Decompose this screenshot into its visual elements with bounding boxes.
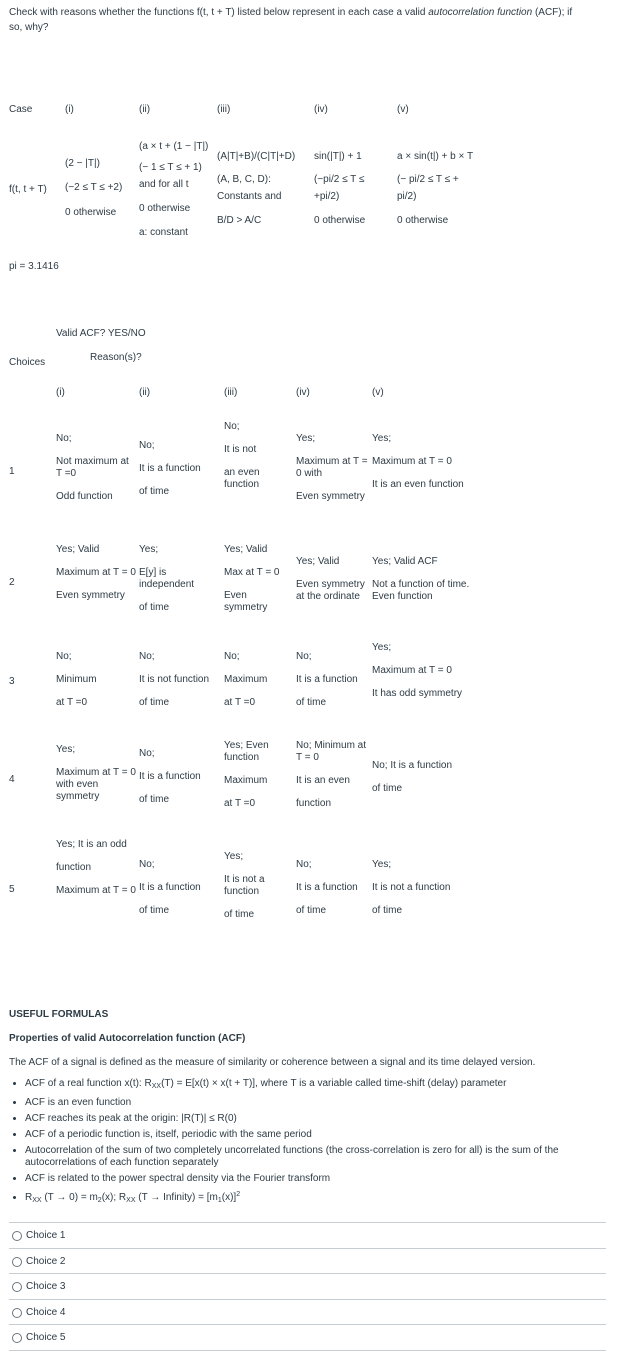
choice-1-reason-v: Yes; Maximum at T = 0 It is an even function [372,433,464,490]
list-item: • ACF reaches its peak at the origin: |R(T)| ≤ R(0) [25,1113,622,1125]
choice-col-header-ii: (ii) [139,387,151,398]
list-item: • ACF of a periodic function is, itself, periodic with the same period [25,1129,622,1141]
choice-5-reason-i: Yes; It is an odd function Maximum at T = 0 [56,839,136,896]
reasons-label: Reason(s)? [90,352,142,363]
choice-5-reason-iv: No; It is a function of time [296,859,358,916]
function-ii-line2: (− 1 ≤ T ≤ + 1) [139,162,202,173]
choice-5-reason-iii: Yes; It is not a function of time [224,851,265,920]
answer-option-label: Choice 1 [26,1230,66,1241]
question-text-line2: so, why? [9,22,49,33]
function-iv-line3: +pi/2) [314,191,340,202]
choice-4-reason-i: Yes; Maximum at T = 0 with even symmetry [56,744,136,802]
function-iv-line1: sin(|T|) + 1 [314,151,362,162]
choice-2-reason-iv: Yes; Valid Even symmetry at the ordinate [296,556,365,602]
choice-row-number: 1 [9,466,15,477]
function-ii-line5: a: constant [139,227,188,238]
choice-2-reason-v: Yes; Valid ACF Not a function of time. Even function [372,556,470,602]
choice-4-reason-ii: No; It is a function of time [139,748,201,805]
answer-option-3[interactable] [9,1273,606,1299]
valid-acf-label: Valid ACF? YES/NO [56,328,146,339]
useful-formulas-heading: USEFUL FORMULAS [9,1009,109,1020]
choice-1-reason-ii: No; It is a function of time [139,440,201,497]
list-item: • ACF of a real function x(t): $R_{XX}(T) = E[x(t) \times x(t + T)]$, where T is a variable called time-shift (delay) parameter [25,1078,622,1093]
function-iii-line1: (A|T|+B)/(C|T|+D) [217,151,296,162]
col-header-i: (i) [65,104,74,115]
list-item: • $R_{XX}$ $(T \to 0) = m_2(x)$; $R_{XX}$ (T → Infinity) = $[m_1(x)]^2$ [25,1189,622,1207]
answer-option-label: Choice 3 [26,1281,66,1292]
answer-option-4[interactable] [9,1299,606,1325]
acf-properties-list [9,1078,622,1211]
answer-option-label: Choice 5 [26,1332,66,1343]
function-v-line1: a × sin(t|) + b × T [397,151,474,162]
choice-4-reason-v: No; It is a function of time [372,760,453,794]
choice-2-reason-ii: Yes; E[y] is independent of time [139,544,195,613]
pi-note: pi = 3.1416 [9,261,59,272]
radio-button[interactable] [12,1231,22,1241]
choice-3-reason-iii: No; Maximum at T =0 [224,651,268,708]
choice-col-header-iii: (iii) [224,387,238,398]
choice-row-number: 5 [9,884,15,895]
choice-2-reason-iii: Yes; Valid Max at T = 0 Even symmetry [224,544,280,613]
col-header-iii: (iii) [217,104,231,115]
answer-option-label: Choice 4 [26,1307,66,1318]
function-ii-line3: and for all t [139,179,189,190]
answer-option-5[interactable] [9,1324,606,1351]
choice-5-reason-ii: No; It is a function of time [139,859,201,916]
list-item: • ACF is related to the power spectral density via the Fourier transform [25,1173,622,1185]
list-item: • ACF is an even function [25,1097,622,1109]
choice-1-reason-i: No; Not maximum at T =0 Odd function [56,433,129,502]
choice-4-reason-iii: Yes; Even function Maximum at T =0 [224,740,269,809]
choice-col-header-iv: (iv) [296,387,310,398]
answer-option-2[interactable] [9,1248,606,1274]
function-ii-line1: (a × t + (1 − |T|) [139,141,209,152]
choices-label: Choices [9,357,46,368]
acf-properties-subheading: Properties of valid Autocorrelation function (ACF) [9,1033,246,1044]
choice-2-reason-i: Yes; Valid Maximum at T = 0 Even symmetry [56,544,136,601]
function-row-label: f(t, t + T) [9,184,47,195]
function-iii-line2: (A, B, C, D): [217,174,271,185]
col-header-v: (v) [397,104,409,115]
function-i-line1: (2 − |T|) [65,158,100,169]
choice-3-reason-iv: No; It is a function of time [296,651,358,708]
function-iii-line3: Constants and [217,191,282,202]
choice-col-header-v: (v) [372,387,384,398]
choice-4-reason-iv: No; Minimum at T = 0 It is an even function [296,740,367,809]
function-v-line2: (− pi/2 ≤ T ≤ + [397,174,459,185]
answer-option-1[interactable] [9,1222,606,1248]
function-i-line3: 0 otherwise [65,207,117,218]
choice-5-reason-v: Yes; It is not a function of time [372,859,451,916]
col-header-ii: (ii) [139,104,151,115]
radio-button[interactable] [12,1308,22,1318]
choice-3-reason-v: Yes; Maximum at T = 0 It has odd symmetry [372,642,463,699]
function-i-line2: (−2 ≤ T ≤ +2) [65,182,123,193]
case-label: Case [9,104,33,115]
col-header-iv: (iv) [314,104,328,115]
answer-option-label: Choice 2 [26,1256,66,1267]
function-v-line3: pi/2) [397,191,417,202]
choice-3-reason-i: No; Minimum at T =0 [56,651,97,708]
choice-1-reason-iii: No; It is not an even function [224,421,260,490]
function-v-line4: 0 otherwise [397,215,449,226]
function-iii-line4: B/D > A/C [217,215,262,226]
list-item: • Autocorrelation of the sum of two completely uncorrelated functions (the cross-correlation is zero for all) is the sum of the autocorrelations of each function separately [25,1145,622,1169]
choice-1-reason-iv: Yes; Maximum at T = 0 with Even symmetry [296,433,368,502]
function-ii-line4: 0 otherwise [139,203,191,214]
acf-definition: The ACF of a signal is defined as the measure of similarity or coherence between a signal and its time delayed version. [9,1057,536,1068]
function-iv-line2: (−pi/2 ≤ T ≤ [314,174,365,185]
function-iv-line4: 0 otherwise [314,215,366,226]
radio-button[interactable] [12,1333,22,1343]
choice-row-number: 3 [9,676,15,687]
question-text: Check with reasons whether the functions f(t, t + T) listed below represent in each case a valid autocorrelation function (ACF); if [9,7,573,18]
radio-button[interactable] [12,1282,22,1292]
radio-button[interactable] [12,1257,22,1267]
choice-row-number: 4 [9,774,15,785]
choice-3-reason-ii: No; It is not function of time [139,651,210,708]
choice-row-number: 2 [9,577,15,588]
choice-col-header-i: (i) [56,387,65,398]
